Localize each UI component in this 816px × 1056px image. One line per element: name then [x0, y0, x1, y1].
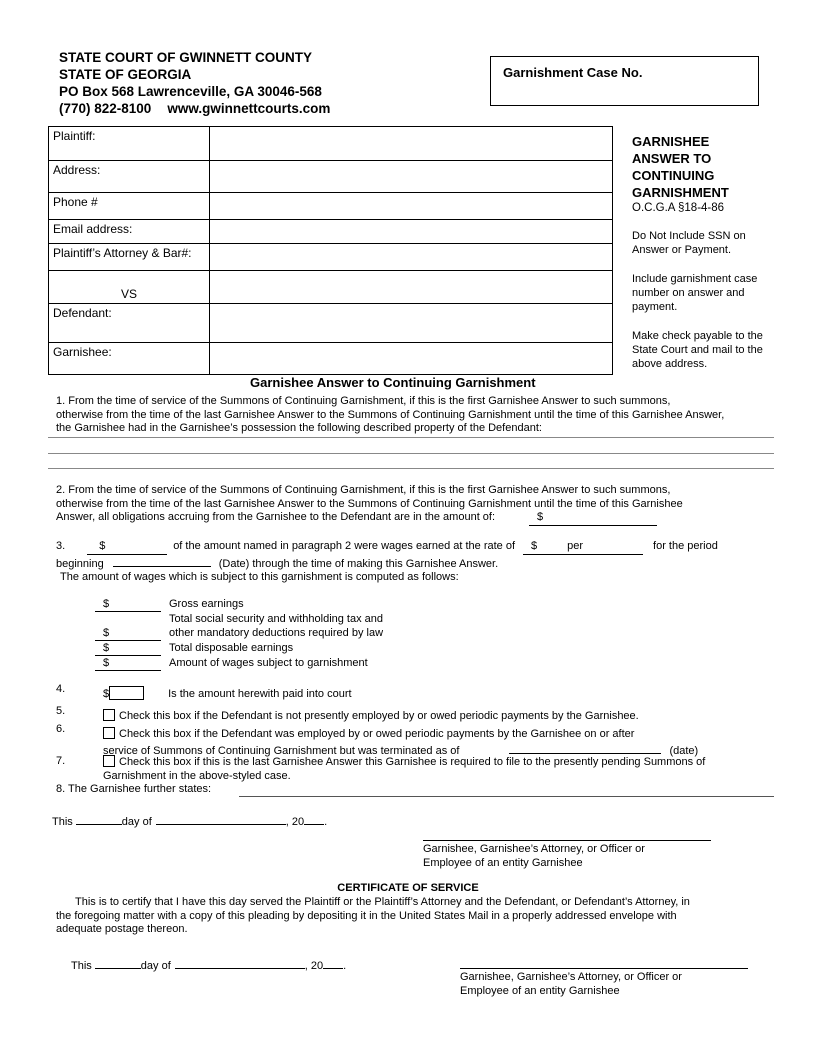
day-field[interactable] [76, 813, 122, 825]
p7-text: Garnishment in the above-styled case. [103, 769, 291, 782]
court-state: STATE OF GEORGIA [59, 67, 192, 82]
p7-text: Check this box if this is the last Garnishee Answer this Garnishee is required to file to the presently pending Summons of [119, 756, 706, 768]
paragraph-3 [56, 540, 786, 585]
paragraph-1 [56, 395, 724, 436]
termination-date-field[interactable] [509, 742, 661, 754]
side-title-1: GARNISHEE [632, 134, 710, 149]
side-title-3: CONTINUING [632, 168, 715, 183]
signature-caption-line: Employee of an entity Garnishee [423, 856, 583, 869]
parties-table [48, 126, 613, 375]
phone-label: Phone # [49, 193, 210, 220]
court-name: STATE COURT OF GWINNETT COUNTY [59, 50, 312, 65]
certificate-signature-caption [460, 971, 682, 998]
garnishee-label: Garnishee: [49, 343, 210, 375]
wage-rate-field[interactable]: $ per [523, 540, 643, 555]
paragraph-5 [103, 709, 639, 724]
paragraph-7 [103, 755, 773, 783]
p1-line: the Garnishee had in the Garnishee’s possession the following described property of the Defendant: [56, 422, 542, 434]
subject-wages-field[interactable]: $ [95, 656, 161, 671]
phone-field[interactable] [210, 193, 613, 220]
court-contact [59, 100, 330, 117]
garnishee-field[interactable] [210, 343, 613, 375]
p4-number: 4. [56, 683, 66, 695]
court-website: www.gwinnettcourts.com [167, 101, 331, 116]
certificate-text [56, 896, 776, 937]
side-note-case: Include garnishment case number on answer and payment. [632, 273, 758, 313]
side-note-ssn: Do Not Include SSN on Answer or Payment. [632, 230, 746, 256]
form-title: Garnishee Answer to Continuing Garnishment [250, 375, 536, 390]
case-number-box[interactable] [490, 56, 759, 106]
paid-amount-box[interactable] [109, 686, 144, 700]
certificate-line: adequate postage thereon. [56, 923, 188, 935]
deductions-label: other mandatory deductions required by law [169, 627, 384, 639]
not-employed-checkbox[interactable] [103, 709, 115, 721]
certificate-date-line: This day of , 20 . [71, 957, 346, 974]
certificate-line: This is to certify that I have this day served the Plaintiff or the Plaintiff’s Attorney and the Defendant, or Defendant’s Attorney, in [75, 896, 690, 908]
side-title-4: GARNISHMENT [632, 185, 729, 200]
certificate-signature-line[interactable] [460, 968, 748, 969]
side-panel [632, 133, 782, 371]
obligations-amount-field[interactable]: $ [529, 511, 657, 526]
cert-year-field[interactable] [323, 957, 343, 969]
paragraph-6 [103, 727, 743, 758]
property-line[interactable] [48, 437, 774, 438]
signature-line[interactable] [423, 840, 711, 841]
plaintiff-label: Plaintiff: [49, 127, 210, 161]
court-header [59, 49, 330, 117]
p2-line: 2. From the time of service of the Summons of Continuing Garnishment, if this is the first Garnishee Answer to such summons, [56, 484, 671, 496]
p5-number: 5. [56, 705, 66, 717]
terminated-checkbox[interactable] [103, 727, 115, 739]
certificate-line: the foregoing matter with a copy of this pleading by depositing it in the United States Mail in a properly addressed envelope with [56, 909, 677, 922]
vs-cell [49, 271, 210, 304]
side-note-check: Make check payable to the State Court and mail to the above address. [632, 330, 763, 370]
year-field[interactable] [304, 813, 324, 825]
defendant-field[interactable] [210, 304, 613, 343]
email-field[interactable] [210, 220, 613, 244]
p3-text: (Date) through the time of making this Garnishee Answer. [218, 557, 499, 570]
address-field[interactable] [210, 161, 613, 193]
plaintiff-field[interactable] [210, 127, 613, 161]
property-line[interactable] [48, 468, 774, 469]
p3-beginning: beginning [56, 557, 104, 570]
certificate-title: CERTIFICATE OF SERVICE [337, 882, 479, 894]
side-code: O.C.G.A §18-4-86 [632, 202, 725, 214]
further-states-line[interactable] [239, 796, 774, 797]
subject-wages-label: Amount of wages subject to garnishment [169, 657, 368, 669]
wage-computation [95, 597, 383, 671]
p2-line: otherwise from the time of the last Garnishee Answer to the Summons of Continuing Garnishment until the time of this Garnishee [56, 497, 683, 510]
beginning-date-field[interactable] [113, 555, 211, 567]
p1-line: otherwise from the time of the last Garnishee Answer to the Summons of Continuing Garnishment until the time of this Garnishee Answer, [56, 408, 725, 421]
month-field[interactable] [156, 813, 286, 825]
p3-text: of the amount named in paragraph 2 were wages earned at the rate of [173, 540, 516, 552]
p3-computed: The amount of wages which is subject to this garnishment is computed as follows: [60, 571, 459, 583]
wages-amount-field[interactable]: $ [87, 540, 167, 555]
signature-caption [423, 843, 645, 870]
deductions-label: Total social security and withholding tax and [169, 613, 384, 625]
p4-text: Is the amount herewith paid into court [168, 688, 352, 700]
cert-month-field[interactable] [175, 957, 305, 969]
gross-earnings-field[interactable]: $ [95, 597, 161, 612]
p1-line: 1. From the time of service of the Summons of Continuing Garnishment, if this is the first Garnishee Answer to such summons, [56, 395, 671, 407]
p3-number: 3. [56, 540, 66, 552]
disposable-field[interactable]: $ [95, 641, 161, 656]
p6-text: service of Summons of Continuing Garnishment but was terminated as of [103, 744, 460, 757]
address-label: Address: [49, 161, 210, 193]
side-title-2: ANSWER TO [632, 151, 712, 166]
email-label: Email address: [49, 220, 210, 244]
signature-caption-line: Garnishee, Garnishee’s Attorney, or Officer or [460, 971, 682, 983]
court-address: PO Box 568 Lawrenceville, GA 30046-568 [59, 84, 322, 99]
p2-line: Answer, all obligations accruing from the Garnishee to the Defendant are in the amount of: $ [56, 511, 683, 526]
p6-text: Check this box if the Defendant was employed by or owed periodic payments by the Garnishee on or after [119, 728, 635, 740]
p5-text: Check this box if the Defendant is not presently employed by or owed periodic payments by the Garnishee. [119, 710, 639, 722]
p6-date-label: (date) [669, 744, 699, 757]
attorney-field[interactable] [210, 244, 613, 271]
attorney-label: Plaintiff’s Attorney & Bar#: [49, 244, 210, 271]
signature-caption-line: Garnishee, Garnishee’s Attorney, or Officer or [423, 843, 645, 855]
defendant-label: Defendant: [49, 304, 210, 343]
vs-field[interactable] [210, 271, 613, 304]
signature-caption-line: Employee of an entity Garnishee [460, 984, 620, 997]
vs-label: VS [121, 287, 138, 301]
last-answer-checkbox[interactable] [103, 755, 115, 767]
case-number-label: Garnishment Case No. [503, 65, 643, 80]
disposable-label: Total disposable earnings [169, 642, 294, 654]
court-phone: (770) 822-8100 [59, 101, 152, 116]
cert-day-field[interactable] [95, 957, 141, 969]
p7-number: 7. [56, 755, 66, 767]
gross-earnings-label: Gross earnings [169, 598, 244, 610]
p6-number: 6. [56, 723, 66, 735]
date-line: This day of , 20 . [52, 813, 327, 830]
property-line[interactable] [48, 453, 774, 454]
paragraph-4: $ Is the amount herewith paid into court [103, 688, 352, 700]
deductions-field[interactable]: $ [95, 626, 161, 641]
paragraph-8: 8. The Garnishee further states: [56, 783, 212, 795]
p3-text: for the period [653, 540, 718, 552]
paragraph-2 [56, 484, 683, 526]
